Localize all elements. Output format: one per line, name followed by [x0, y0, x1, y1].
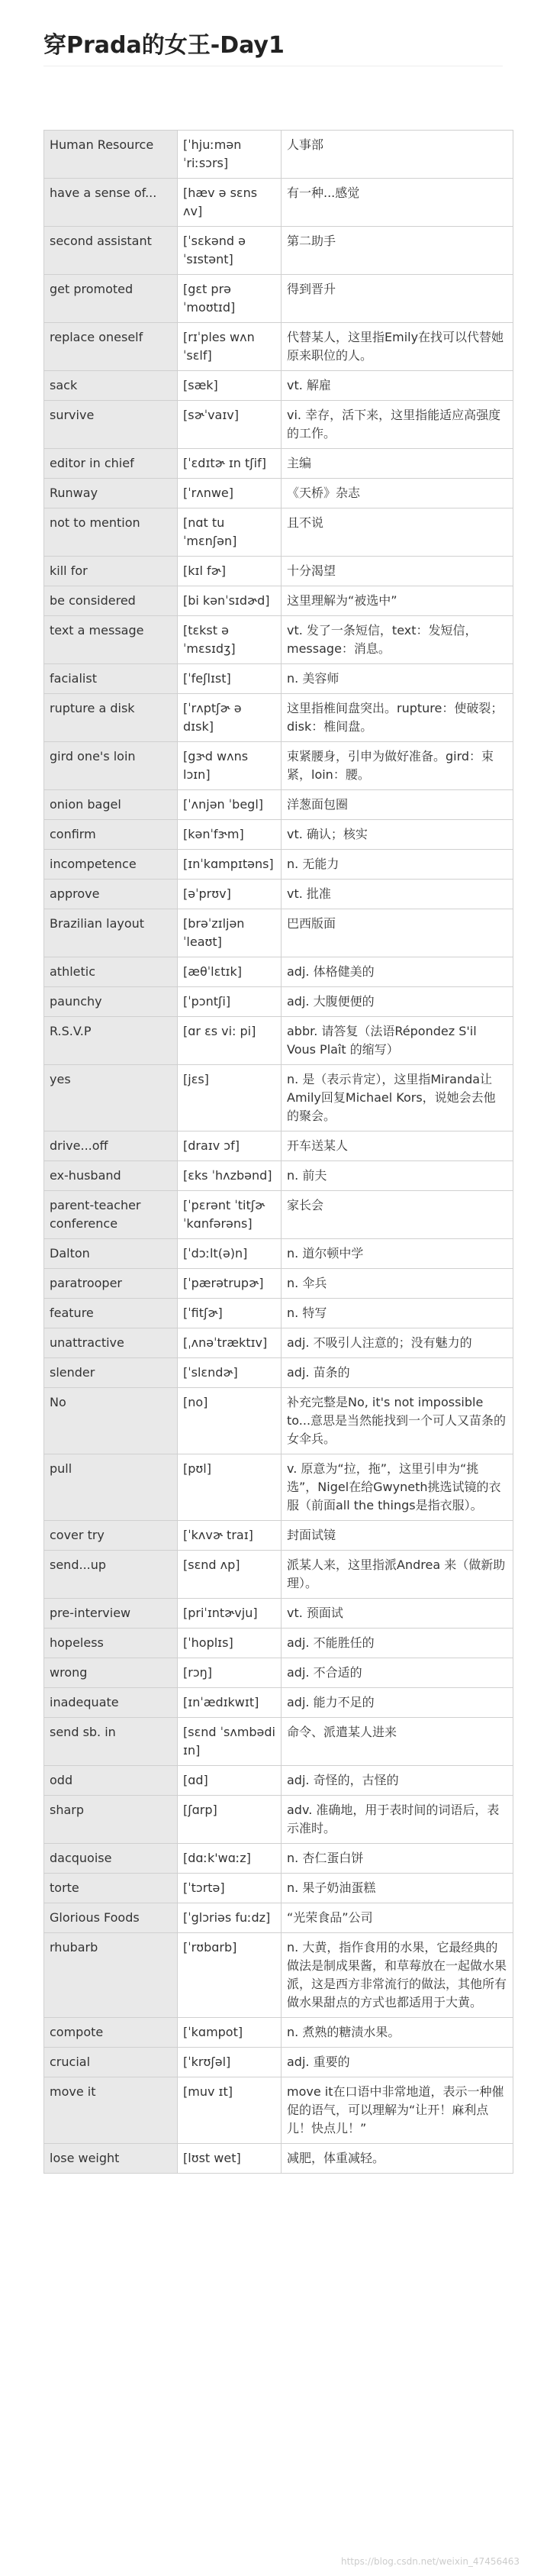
- vocab-phonetic-cell: [sɛnd ˈsʌmbədi ɪn]: [178, 1718, 282, 1766]
- vocabulary-row: [44, 1521, 513, 1551]
- vocab-meaning-cell: 这里指椎间盘突出。rupture：使破裂；disk：椎间盘。: [282, 694, 513, 742]
- vocab-meaning-cell: n. 道尔顿中学: [282, 1239, 513, 1269]
- vocab-meaning-cell: vt. 预面试: [282, 1599, 513, 1629]
- vocab-word-cell: No: [44, 1388, 178, 1454]
- vocabulary-row: [44, 820, 513, 850]
- vocab-word-cell: torte: [44, 1874, 178, 1903]
- vocab-meaning-cell: 十分渴望: [282, 557, 513, 586]
- vocab-meaning-cell: 开车送某人: [282, 1131, 513, 1161]
- vocabulary-row: [44, 401, 513, 449]
- vocabulary-row: [44, 508, 513, 557]
- vocab-word-cell: sharp: [44, 1796, 178, 1844]
- vocab-meaning-cell: 代替某人，这里指Emily在找可以代替她原来职位的人。: [282, 323, 513, 371]
- vocab-meaning-cell: 这里理解为“被选中”: [282, 586, 513, 616]
- vocabulary-table: [43, 130, 513, 2174]
- vocab-phonetic-cell: [ˈdɔːlt(ə)n]: [178, 1239, 282, 1269]
- vocab-phonetic-cell: [ˈglɔriəs fuːdz]: [178, 1903, 282, 1933]
- vocab-word-cell: drive...off: [44, 1131, 178, 1161]
- vocab-word-cell: Glorious Foods: [44, 1903, 178, 1933]
- vocab-phonetic-cell: [ˈrʌptʃɚ ə dɪsk]: [178, 694, 282, 742]
- vocab-phonetic-cell: [əˈprʊv]: [178, 880, 282, 909]
- vocabulary-row: [44, 1017, 513, 1065]
- vocabulary-row: [44, 1269, 513, 1299]
- vocab-word-cell: yes: [44, 1065, 178, 1131]
- vocabulary-row: [44, 1844, 513, 1874]
- vocab-phonetic-cell: [ˈhoplɪs]: [178, 1629, 282, 1658]
- vocab-phonetic-cell: [nɑt tu ˈmɛnʃən]: [178, 508, 282, 557]
- watermark: https://blog.csdn.net/weixin_47456463: [340, 2556, 520, 2567]
- vocab-phonetic-cell: [priˈɪntɚvju]: [178, 1599, 282, 1629]
- vocab-word-cell: have a sense of...: [44, 179, 178, 227]
- vocab-word-cell: move it: [44, 2077, 178, 2144]
- vocab-meaning-cell: 《天桥》杂志: [282, 479, 513, 508]
- vocab-meaning-cell: adj. 重要的: [282, 2048, 513, 2077]
- vocab-word-cell: ex-husband: [44, 1161, 178, 1191]
- vocab-meaning-cell: adv. 准确地，用于表时间的词语后，表示准时。: [282, 1796, 513, 1844]
- vocab-phonetic-cell: [ˈsɛkənd əˈsɪstənt]: [178, 227, 282, 275]
- vocab-phonetic-cell: [bi kənˈsɪdɚd]: [178, 586, 282, 616]
- vocab-meaning-cell: 束紧腰身，引申为做好准备。gird：束紧，loin：腰。: [282, 742, 513, 790]
- vocab-word-cell: editor in chief: [44, 449, 178, 479]
- vocab-meaning-cell: n. 大黄，指作食用的水果，它最经典的做法是制成果酱，和草莓放在一起做水果派，这是西方非常流行的做法，其他所有做水果甜点的方式也都适用于大黄。: [282, 1933, 513, 2018]
- vocabulary-row: [44, 479, 513, 508]
- vocab-meaning-cell: 封面试镜: [282, 1521, 513, 1551]
- vocab-meaning-cell: adj. 不能胜任的: [282, 1629, 513, 1658]
- vocab-word-cell: inadequate: [44, 1688, 178, 1718]
- vocab-phonetic-cell: [sæk]: [178, 371, 282, 401]
- vocab-word-cell: wrong: [44, 1658, 178, 1688]
- vocabulary-row: [44, 1065, 513, 1131]
- vocab-meaning-cell: 巴西版面: [282, 909, 513, 957]
- vocab-word-cell: second assistant: [44, 227, 178, 275]
- vocabulary-row: [44, 1358, 513, 1388]
- vocab-phonetic-cell: [lʊst wet]: [178, 2144, 282, 2174]
- vocab-word-cell: Brazilian layout: [44, 909, 178, 957]
- vocab-meaning-cell: n. 煮熟的糖渍水果。: [282, 2018, 513, 2048]
- vocab-meaning-cell: n. 伞兵: [282, 1269, 513, 1299]
- vocab-phonetic-cell: [ˈfeʃlɪst]: [178, 664, 282, 694]
- vocab-meaning-cell: adj. 奇怪的，古怪的: [282, 1766, 513, 1796]
- vocab-phonetic-cell: [ˈrʌnwe]: [178, 479, 282, 508]
- vocabulary-row: [44, 1599, 513, 1629]
- vocab-phonetic-cell: [ˈhjuːmən ˈriːsɔrs]: [178, 131, 282, 179]
- vocab-phonetic-cell: [dɑːk'wɑːz]: [178, 1844, 282, 1874]
- vocabulary-row: [44, 1551, 513, 1599]
- vocabulary-row: [44, 909, 513, 957]
- vocab-phonetic-cell: [draɪv ɔf]: [178, 1131, 282, 1161]
- vocab-phonetic-cell: [brəˈzɪljən ˈleaʊt]: [178, 909, 282, 957]
- vocabulary-row: [44, 1239, 513, 1269]
- vocabulary-row: [44, 1688, 513, 1718]
- vocab-word-cell: compote: [44, 2018, 178, 2048]
- vocab-phonetic-cell: [ɪnˈkɑmpɪtəns]: [178, 850, 282, 880]
- vocab-word-cell: get promoted: [44, 275, 178, 323]
- vocabulary-row: [44, 790, 513, 820]
- vocab-phonetic-cell: [no]: [178, 1388, 282, 1454]
- vocab-meaning-cell: n. 无能力: [282, 850, 513, 880]
- vocab-word-cell: feature: [44, 1299, 178, 1328]
- vocab-word-cell: slender: [44, 1358, 178, 1388]
- vocab-meaning-cell: adj. 能力不足的: [282, 1688, 513, 1718]
- vocab-word-cell: not to mention: [44, 508, 178, 557]
- vocab-phonetic-cell: [ɑr ɛs vi: pi]: [178, 1017, 282, 1065]
- vocab-meaning-cell: vt. 确认；核实: [282, 820, 513, 850]
- vocab-word-cell: send...up: [44, 1551, 178, 1599]
- vocab-word-cell: sack: [44, 371, 178, 401]
- vocab-meaning-cell: 减肥，体重减轻。: [282, 2144, 513, 2174]
- vocab-meaning-cell: abbr. 请答复（法语Répondez S'il Vous Plaît 的缩写）: [282, 1017, 513, 1065]
- vocabulary-row: [44, 371, 513, 401]
- vocab-meaning-cell: 家长会: [282, 1191, 513, 1239]
- vocab-word-cell: athletic: [44, 957, 178, 987]
- vocab-meaning-cell: “光荣食品”公司: [282, 1903, 513, 1933]
- vocab-meaning-cell: adj. 不合适的: [282, 1658, 513, 1688]
- vocab-word-cell: incompetence: [44, 850, 178, 880]
- vocab-word-cell: rhubarb: [44, 1933, 178, 2018]
- vocab-phonetic-cell: [ˈkɑmpot]: [178, 2018, 282, 2048]
- vocab-word-cell: paunchy: [44, 987, 178, 1017]
- vocab-word-cell: replace oneself: [44, 323, 178, 371]
- vocab-word-cell: pull: [44, 1454, 178, 1521]
- vocab-meaning-cell: 第二助手: [282, 227, 513, 275]
- vocab-phonetic-cell: [rɪˈples wʌnˈsɛlf]: [178, 323, 282, 371]
- vocab-word-cell: paratrooper: [44, 1269, 178, 1299]
- vocabulary-row: [44, 2048, 513, 2077]
- vocabulary-row: [44, 1328, 513, 1358]
- vocab-word-cell: be considered: [44, 586, 178, 616]
- vocab-word-cell: crucial: [44, 2048, 178, 2077]
- vocabulary-row: [44, 694, 513, 742]
- vocabulary-row: [44, 1388, 513, 1454]
- vocab-meaning-cell: move it在口语中非常地道，表示一种催促的语气，可以理解为“让开！麻利点儿！快点儿！”: [282, 2077, 513, 2144]
- vocabulary-row: [44, 1796, 513, 1844]
- vocab-phonetic-cell: [æθˈlɛtɪk]: [178, 957, 282, 987]
- vocabulary-row: [44, 1874, 513, 1903]
- vocabulary-row: [44, 131, 513, 179]
- vocab-word-cell: lose weight: [44, 2144, 178, 2174]
- vocab-phonetic-cell: [ɑd]: [178, 1766, 282, 1796]
- vocab-word-cell: Runway: [44, 479, 178, 508]
- vocab-meaning-cell: 且不说: [282, 508, 513, 557]
- vocab-word-cell: pre-interview: [44, 1599, 178, 1629]
- vocabulary-table-body: [44, 131, 513, 2174]
- vocabulary-row: [44, 1629, 513, 1658]
- vocab-meaning-cell: n. 杏仁蛋白饼: [282, 1844, 513, 1874]
- vocab-meaning-cell: 命令、派遣某人进来: [282, 1718, 513, 1766]
- vocab-phonetic-cell: [ˈɛdɪtɚ ɪn tʃif]: [178, 449, 282, 479]
- vocabulary-row: [44, 957, 513, 987]
- vocab-word-cell: Human Resource: [44, 131, 178, 179]
- vocab-meaning-cell: 人事部: [282, 131, 513, 179]
- vocab-word-cell: confirm: [44, 820, 178, 850]
- vocab-word-cell: R.S.V.P: [44, 1017, 178, 1065]
- vocab-meaning-cell: v. 原意为“拉，拖”，这里引申为“挑选”，Nigel在给Gwyneth挑选试镜的衣服（前面all the things是指衣服）。: [282, 1454, 513, 1521]
- vocab-meaning-cell: vi. 幸存，活下来，这里指能适应高强度的工作。: [282, 401, 513, 449]
- vocab-phonetic-cell: [ɛks ˈhʌzbənd]: [178, 1161, 282, 1191]
- vocab-word-cell: cover try: [44, 1521, 178, 1551]
- vocab-meaning-cell: n. 美容师: [282, 664, 513, 694]
- vocab-phonetic-cell: [ˈrʊbɑrb]: [178, 1933, 282, 2018]
- vocabulary-row: [44, 2018, 513, 2048]
- vocab-phonetic-cell: [ˈpɛrənt ˈtitʃɚ ˈkɑnfərəns]: [178, 1191, 282, 1239]
- vocabulary-row: [44, 850, 513, 880]
- vocab-word-cell: parent-teacher conference: [44, 1191, 178, 1239]
- vocabulary-row: [44, 616, 513, 664]
- vocabulary-row: [44, 1718, 513, 1766]
- vocab-meaning-cell: adj. 苗条的: [282, 1358, 513, 1388]
- vocabulary-row: [44, 449, 513, 479]
- vocab-phonetic-cell: [jɛs]: [178, 1065, 282, 1131]
- vocabulary-row: [44, 1766, 513, 1796]
- vocabulary-row: [44, 586, 513, 616]
- vocabulary-row: [44, 227, 513, 275]
- vocab-phonetic-cell: [ˈkrʊʃəl]: [178, 2048, 282, 2077]
- vocab-phonetic-cell: [gɛt prəˈmoʊtɪd]: [178, 275, 282, 323]
- vocab-word-cell: text a message: [44, 616, 178, 664]
- vocab-phonetic-cell: [muv ɪt]: [178, 2077, 282, 2144]
- vocab-phonetic-cell: [ˈfitʃɚ]: [178, 1299, 282, 1328]
- vocab-meaning-cell: 得到晋升: [282, 275, 513, 323]
- vocab-meaning-cell: 洋葱面包圈: [282, 790, 513, 820]
- vocab-meaning-cell: adj. 不吸引人注意的；没有魅力的: [282, 1328, 513, 1358]
- vocab-meaning-cell: adj. 体格健美的: [282, 957, 513, 987]
- vocabulary-row: [44, 179, 513, 227]
- vocabulary-row: [44, 323, 513, 371]
- vocabulary-row: [44, 1903, 513, 1933]
- vocab-word-cell: approve: [44, 880, 178, 909]
- vocab-phonetic-cell: [sɚˈvaɪv]: [178, 401, 282, 449]
- vocab-meaning-cell: vt. 解雇: [282, 371, 513, 401]
- vocab-word-cell: rupture a disk: [44, 694, 178, 742]
- vocabulary-row: [44, 2077, 513, 2144]
- vocabulary-row: [44, 1658, 513, 1688]
- vocab-word-cell: dacquoise: [44, 1844, 178, 1874]
- page-title: 穿Prada的女王-Day1: [43, 32, 285, 59]
- vocab-word-cell: hopeless: [44, 1629, 178, 1658]
- vocab-word-cell: Dalton: [44, 1239, 178, 1269]
- vocab-word-cell: odd: [44, 1766, 178, 1796]
- vocab-word-cell: facialist: [44, 664, 178, 694]
- vocab-phonetic-cell: [ˈpɔntʃi]: [178, 987, 282, 1017]
- vocabulary-row: [44, 1161, 513, 1191]
- vocab-meaning-cell: n. 特写: [282, 1299, 513, 1328]
- vocabulary-row: [44, 987, 513, 1017]
- vocab-phonetic-cell: [ˈpærətrupɚ]: [178, 1269, 282, 1299]
- vocabulary-row: [44, 557, 513, 586]
- vocabulary-row: [44, 1933, 513, 2018]
- vocabulary-row: [44, 1454, 513, 1521]
- vocab-word-cell: kill for: [44, 557, 178, 586]
- vocab-word-cell: unattractive: [44, 1328, 178, 1358]
- vocab-phonetic-cell: [gɝd wʌns lɔɪn]: [178, 742, 282, 790]
- vocab-meaning-cell: 主编: [282, 449, 513, 479]
- vocab-meaning-cell: n. 前夫: [282, 1161, 513, 1191]
- vocab-phonetic-cell: [ʃɑrp]: [178, 1796, 282, 1844]
- vocab-phonetic-cell: [ˈtɔrtə]: [178, 1874, 282, 1903]
- vocab-meaning-cell: 有一种...感觉: [282, 179, 513, 227]
- vocab-word-cell: gird one's loin: [44, 742, 178, 790]
- vocab-phonetic-cell: [ˈʌnjən ˈbegl]: [178, 790, 282, 820]
- vocab-word-cell: send sb. in: [44, 1718, 178, 1766]
- vocab-phonetic-cell: [ˌʌnəˈtræktɪv]: [178, 1328, 282, 1358]
- vocab-phonetic-cell: [kɪl fɚ]: [178, 557, 282, 586]
- vocab-phonetic-cell: [pʊl]: [178, 1454, 282, 1521]
- vocabulary-row: [44, 664, 513, 694]
- vocab-word-cell: survive: [44, 401, 178, 449]
- vocabulary-row: [44, 1299, 513, 1328]
- vocab-meaning-cell: vt. 批准: [282, 880, 513, 909]
- vocab-phonetic-cell: [ɪnˈædɪkwɪt]: [178, 1688, 282, 1718]
- vocabulary-row: [44, 1131, 513, 1161]
- vocab-meaning-cell: 派某人来，这里指派Andrea 来（做新助理）。: [282, 1551, 513, 1599]
- vocab-meaning-cell: adj. 大腹便便的: [282, 987, 513, 1017]
- vocabulary-row: [44, 2144, 513, 2174]
- vocab-meaning-cell: 补充完整是No, it's not impossible to...意思是当然能找到一个可人又苗条的女伞兵。: [282, 1388, 513, 1454]
- vocab-meaning-cell: vt. 发了一条短信，text：发短信，message：消息。: [282, 616, 513, 664]
- vocab-phonetic-cell: [tɛkst ə ˈmɛsɪdʒ]: [178, 616, 282, 664]
- vocab-word-cell: onion bagel: [44, 790, 178, 820]
- vocab-phonetic-cell: [ˈslɛndɚ]: [178, 1358, 282, 1388]
- vocab-meaning-cell: n. 果子奶油蛋糕: [282, 1874, 513, 1903]
- vocab-phonetic-cell: [rɔŋ]: [178, 1658, 282, 1688]
- vocabulary-row: [44, 1191, 513, 1239]
- vocabulary-row: [44, 742, 513, 790]
- vocabulary-row: [44, 275, 513, 323]
- vocab-meaning-cell: n. 是（表示肯定），这里指Miranda让Amily回复Michael Kors，说她会去他的聚会。: [282, 1065, 513, 1131]
- vocabulary-row: [44, 880, 513, 909]
- vocab-phonetic-cell: [sɛnd ʌp]: [178, 1551, 282, 1599]
- vocab-phonetic-cell: [hæv ə sɛns ʌv]: [178, 179, 282, 227]
- vocab-phonetic-cell: [kənˈfɝm]: [178, 820, 282, 850]
- vocab-phonetic-cell: [ˈkʌvɚ traɪ]: [178, 1521, 282, 1551]
